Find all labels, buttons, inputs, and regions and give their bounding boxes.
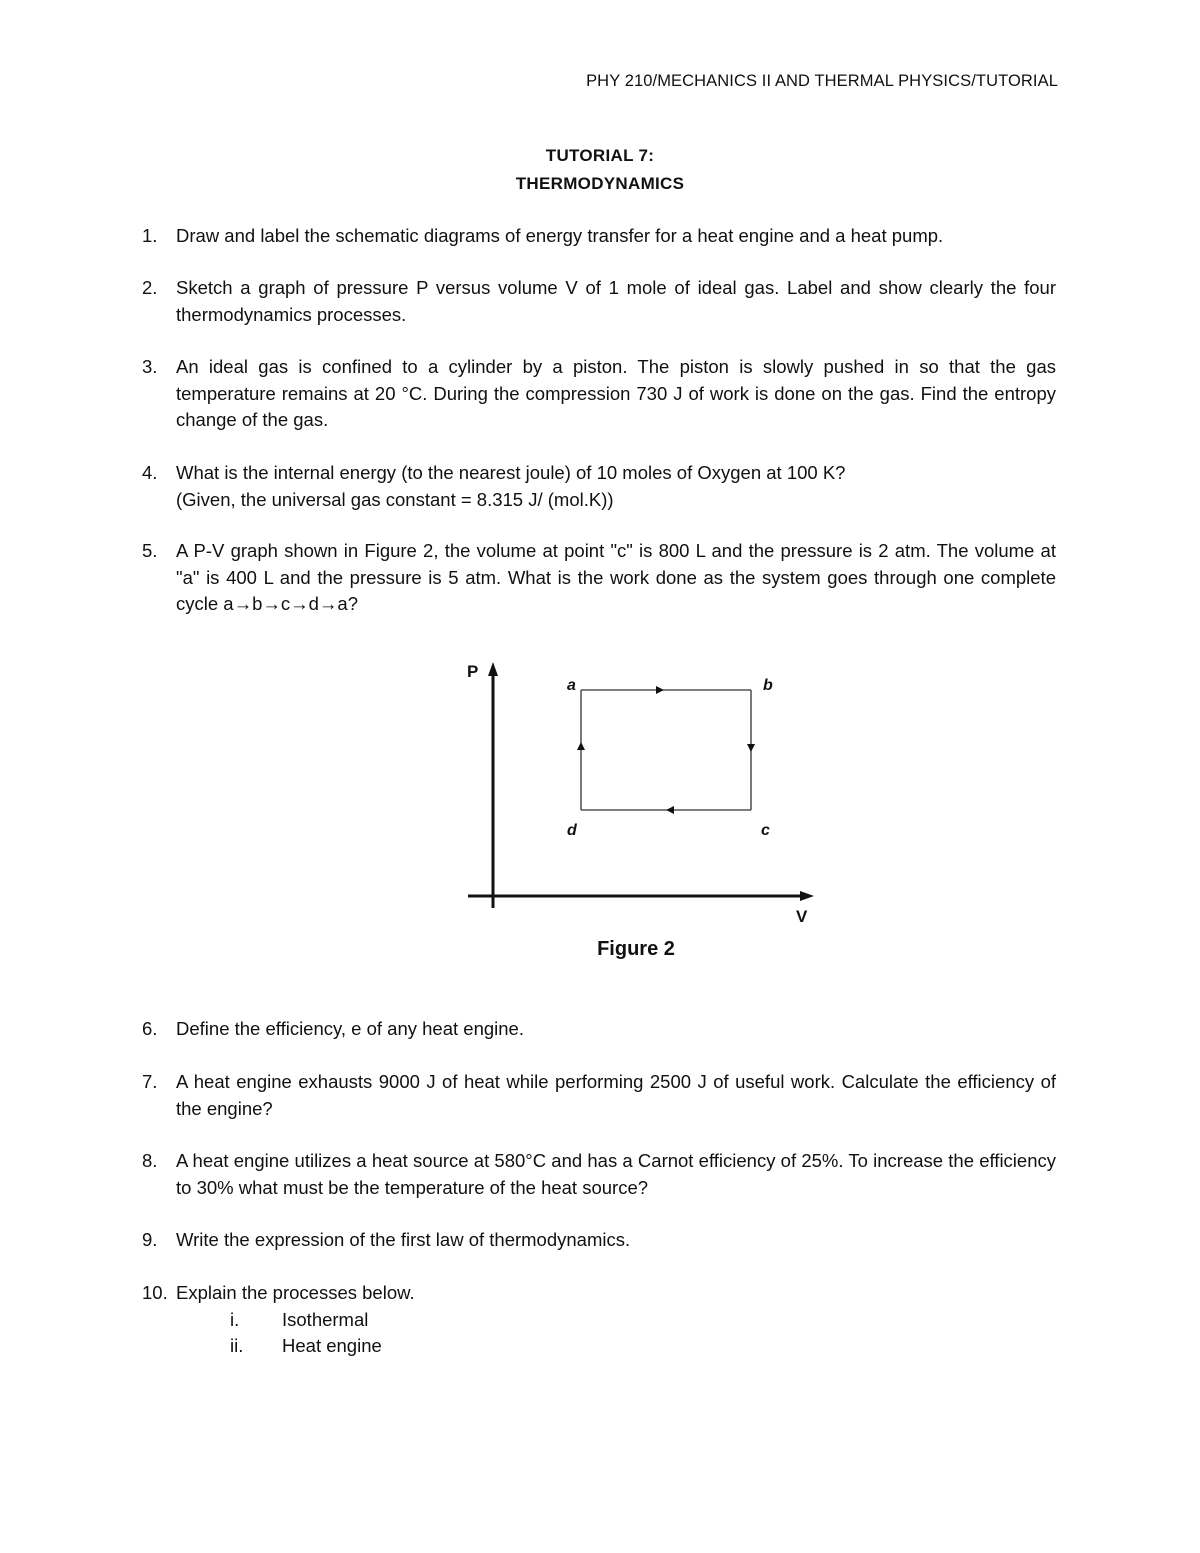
sub-item-text: Heat engine [282,1335,382,1356]
question-number: 2. [142,277,158,298]
page-header: PHY 210/MECHANICS II AND THERMAL PHYSICS/TUTORIAL [586,72,1058,90]
question-text: A P-V graph shown in Figure 2, the volume at point "c" is 800 L and the pressure is 2 atm. The volume at "a" is 400 L and the pressure is 5 atm. What is the work done as the system goes through one complete cycle a→b→c→d→a? [176,540,1056,614]
question-number: 5. [142,540,158,561]
p-axis-arrowhead [488,662,498,676]
point-label-d: d [567,822,577,839]
question-text: An ideal gas is confined to a cylinder by a piston. The piston is slowly pushed in so that the gas temperature remains at 20 °C. During the compression 730 J of work is done on the gas. Find the entropy change of the gas. [176,356,1056,430]
question-text: What is the internal energy (to the nearest joule) of 10 moles of Oxygen at 100 K? [176,462,846,483]
question-text: Write the expression of the first law of thermodynamics. [176,1229,631,1250]
title-line-2: THERMODYNAMICS [515,174,685,193]
question-number: 10. [142,1282,168,1303]
axis-label-p: P [467,662,479,681]
question-text: Draw and label the schematic diagrams of energy transfer for a heat engine and a heat pump. [176,225,944,246]
axis-label-v: V [796,907,808,926]
arrow-left-icon [666,806,674,814]
question-text: Sketch a graph of pressure P versus volume V of 1 mole of ideal gas. Label and show clearly the four thermodynamics processes. [176,277,1056,325]
arrow-down-icon [747,744,755,752]
v-axis-arrowhead [800,891,814,901]
point-label-c: c [761,822,770,839]
sub-item-roman: i. [230,1309,240,1330]
question-8 [142,1148,1056,1201]
question-text: Explain the processes below. [176,1282,415,1303]
question-number: 8. [142,1150,158,1171]
sub-item-text: Isothermal [282,1309,369,1330]
question-number: 9. [142,1229,158,1250]
question-text: Define the efficiency, e of any heat engine. [176,1018,524,1039]
question-given: (Given, the universal gas constant = 8.315 J/ (mol.K)) [176,488,614,510]
question-text: A heat engine utilizes a heat source at 580°C and has a Carnot efficiency of 25%. To increase the efficiency to 30% what must be the temperature of the heat source? [176,1150,1056,1198]
arrow-up-icon [577,742,585,750]
question-10 [142,1280,1056,1307]
point-label-b: b [763,677,773,694]
question-number: 3. [142,356,158,377]
question-number: 4. [142,462,158,483]
question-7 [142,1069,1056,1122]
sub-item-i [230,1307,368,1333]
question-number: 6. [142,1018,158,1039]
sub-item-roman: ii. [230,1335,244,1356]
title-line-1: TUTORIAL 7: [545,146,655,165]
sub-item-ii [230,1333,382,1359]
question-number: 1. [142,225,158,246]
question-9 [142,1227,1056,1254]
question-text: A heat engine exhausts 9000 J of heat while performing 2500 J of useful work. Calculate the efficiency of the engine? [176,1071,1056,1119]
question-6 [142,1016,1056,1043]
question-number: 7. [142,1071,158,1092]
point-label-a: a [567,677,576,694]
arrow-right-icon [656,686,664,694]
figure-caption: Figure 2 [597,938,675,960]
